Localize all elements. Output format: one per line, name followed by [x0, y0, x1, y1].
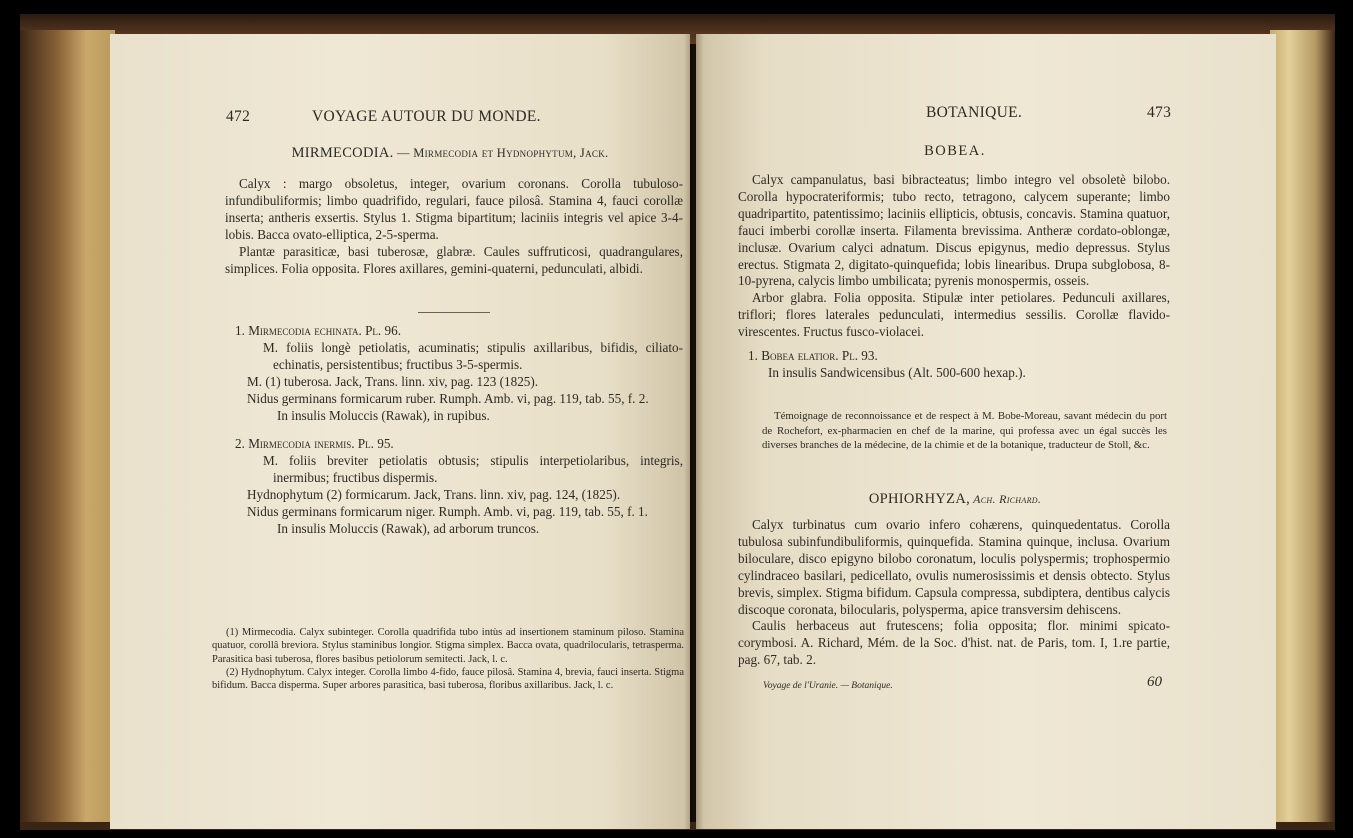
- footnote-1: (1) Mirmecodia. Calyx subinteger. Corolla quadrifida tubo intùs ad insertionem staminum piloso. Stamina quatuor, corollâ breviora. Stylus staminibus longior. Stigma simplex. Bacca ovata, quadrilocularis, tetrasperma. Parasitica basi tuberosa, flores basibus petiolorum semitecti. Jack, l. c.: [212, 627, 684, 665]
- species-1-diagnosis: M. foliis longè petiolatis, acuminatis; stipulis axillaribus, bifidis, ciliato-echinatis, persistentibus; fructibus 3-5-spermis.: [263, 339, 683, 372]
- right-page-number: 473: [1147, 104, 1172, 121]
- book-cover-left: [20, 30, 115, 825]
- species-2-synonym-1: Hydnophytum (2) formicarum. Jack, Trans. linn. xiv, pag. 124, (1825).: [247, 487, 621, 503]
- ophiorhyza-description: Calyx turbinatus cum ovario infero cohærens, quinquedentatus. Corolla tubulosa subinfundibuliformis, quinquefida. Stamina quinque, inclusa. Ovarium biloculare, disco epigyno bilobo coronatum, loculis polyspermis; trophospermio cylindraceo basilari, pedicellato, ovulis numerosissimis et densis obtecto. Stylus brevis, simplex. Stigma bifidum. Capsula compressa, subdiptera, dentibus calycis discoque coronata, bilocularis, polysperma, apice transversim dehiscens.: [738, 517, 1170, 617]
- mirmecodia-description: Calyx : margo obsoletus, integer, ovarium coronans. Corolla tubuloso-infundibuliformis; limbo quadrifido, regulari, fauce pilosâ. Stamina 4, fauci corollæ inserta; antheris exsertis. Stylus 1. Stigma bipartitum; laciniis integris vel apice 3-4-lobis. Bacca ovato-elliptica, 2-5-sperma.: [225, 176, 683, 242]
- left-footnotes: [212, 626, 684, 692]
- left-running-head: VOYAGE AUTOUR DU MONDE.: [312, 108, 541, 125]
- bobea-text: [738, 172, 1170, 382]
- bobea-description: Calyx campanulatus, basi bibracteatus; limbo integro vel obsoletè bilobo. Corolla hypocrateriformis; tubo recto, tetragono, calycem superante; limbo quadripartito, patentissimo; laciniis ellipticis, obtusis, concavis. Stamina quatuor, fauci imberbi corollæ inserta. Filamenta brevissima. Antheræ cordato-oblongæ, inclusæ. Ovarium calyci adnatum. Discus epigynus, medio depressus. Stylus erectus. Stigmata 2, digitato-quinquefida; lobis linearibus. Drupa subglobosa, 8-10-pyrena, calycis limbo umbilicata; pyrenis monospermis, osseis.: [738, 172, 1170, 289]
- species-2-diagnosis: M. foliis breviter petiolatis obtusis; stipulis interpetiolaribus, integris, inermibus; fructibus dispermis.: [263, 453, 683, 486]
- mirmecodia-habit: Plantæ parasiticæ, basi tuberosæ, glabræ. Caules suffruticosi, quadrangulares, simplices. Folia opposita. Flores axillares, gemini-quaterni, pedunculati, albidi.: [225, 243, 683, 276]
- bobea-dedication: Témoignage de reconnoissance et de respect à M. Bobe-Moreau, savant médecin du port de Rochefort, ex-pharmacien en chef de la marine, qui professa avec un égal succès les diverses branches de la médecine, de la chimie et de la botanique, traducteur de Stoll, &c.: [762, 410, 1167, 451]
- left-page-number: 472: [226, 108, 251, 125]
- species-1-synonym-1: M. (1) tuberosa. Jack, Trans. linn. xiv, pag. 123 (1825).: [247, 373, 539, 389]
- signature-line: Voyage de l'Uranie. — Botanique.: [763, 681, 893, 691]
- species-2-name: 2. Mirmecodia inermis. Pl. 95.: [235, 436, 394, 452]
- left-column: [225, 176, 683, 277]
- book-cover-right: [1270, 30, 1335, 825]
- species-1-name: 1. Mirmecodia echinata. Pl. 96.: [235, 323, 401, 338]
- ophiorhyza-habit: Caulis herbaceus aut frutescens; folia opposita; flor. minimi spicato-corymbosi. A. Richard, Mém. de la Soc. d'hist. nat. de Paris, tom. I, 1.re partie, pag. 67, tab. 2.: [738, 618, 1170, 668]
- bobea-habit: Arbor glabra. Folia opposita. Stipulæ inter petiolares. Pedunculi axillares, triflori; flores laterales pedunculati, intermedius sessilis. Corollæ flavido-virescentes. Fructus fusco-violacei.: [738, 290, 1170, 340]
- section-divider: [418, 312, 490, 313]
- species-1-habitat: In insulis Moluccis (Rawak), in rupibus.: [277, 407, 490, 423]
- right-running-head: BOTANIQUE.: [926, 104, 1023, 121]
- book-gutter: [684, 34, 704, 829]
- bobea-habitat: In insulis Sandwicensibus (Alt. 500-600 hexap.).: [768, 364, 1026, 380]
- signature-mark: 60: [1147, 674, 1162, 690]
- species-1-synonym-2: Nidus germinans formicarum ruber. Rumph. Amb. vi, pag. 119, tab. 55, f. 2.: [247, 390, 649, 406]
- bobea-species-name: 1. Bobea elatior. Pl. 93.: [748, 348, 878, 364]
- ophiorhyza-text: [738, 517, 1170, 669]
- ophiorhyza-title-main: OPHIORHYZA,: [868, 491, 971, 507]
- footnote-2: (2) Hydnophytum. Calyx integer. Corolla limbo 4-fido, fauce pilosâ. Stamina 4, brevia, fauci inserta. Stigma bifidum. Bacca disperma. Super arbores parasitica, basi tuberosa, floribus axillaribus. Jack, l. c.: [212, 666, 684, 692]
- species-2-synonym-2: Nidus germinans formicarum niger. Rumph. Amb. vi, pag. 119, tab. 55, f. 1.: [247, 504, 648, 520]
- ophiorhyza-title-rest: Ach. Richard.: [970, 492, 1042, 506]
- bobea-title: BOBEA.: [924, 143, 986, 159]
- mirmecodia-species-list: [225, 323, 683, 538]
- species-2-habitat: In insulis Moluccis (Rawak), ad arborum truncos.: [277, 520, 540, 536]
- mirmecodia-title-main: MIRMECODIA.: [291, 145, 394, 161]
- mirmecodia-title-rest: — Mirmecodia et Hydnophytum, Jack.: [393, 146, 609, 160]
- mirmecodia-title: [215, 145, 685, 162]
- ophiorhyza-title: [740, 491, 1170, 508]
